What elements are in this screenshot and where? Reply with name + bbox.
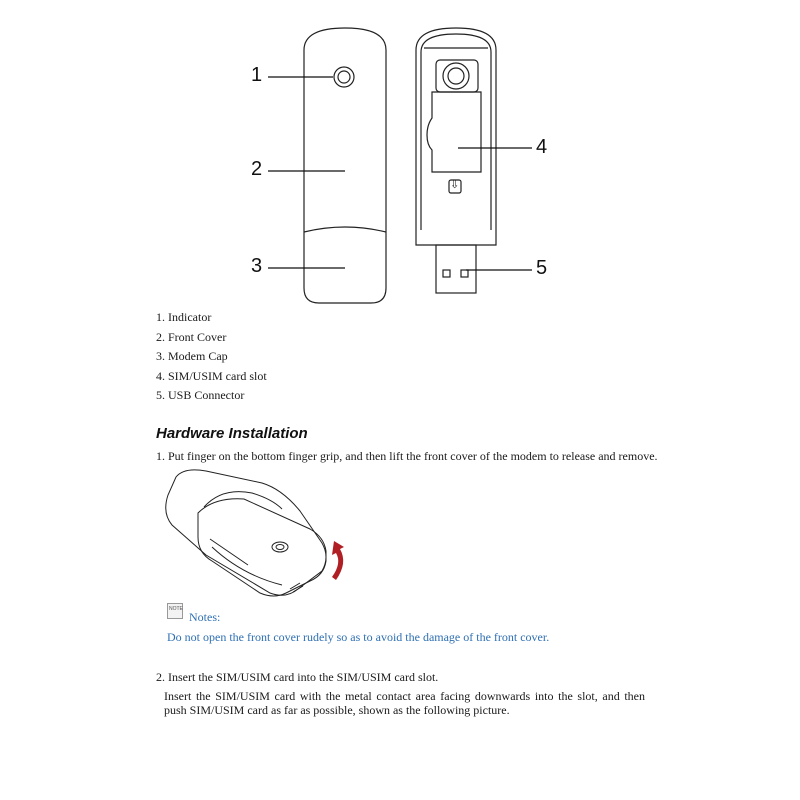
- modem-open-illustration: [162, 465, 362, 605]
- modem-parts-diagram: [0, 0, 800, 310]
- note-icon: NOTE: [167, 603, 183, 619]
- modem-back-view: [416, 28, 496, 245]
- list-item: 5. USB Connector: [156, 388, 245, 402]
- note-label: Notes:: [189, 610, 221, 624]
- lift-arrow-icon: [332, 541, 344, 580]
- callout-3: 3: [251, 255, 263, 277]
- note-text: Do not open the front cover rudely so as to avoid the damage of the front cover.: [167, 630, 550, 644]
- step-1: 1. Put finger on the bottom finger grip, and then lift the front cover of the modem to release and remove.: [156, 449, 658, 463]
- step-2: 2. Insert the SIM/USIM card into the SIM/USIM card slot.: [156, 670, 439, 684]
- sim-slot-arrow-icon: ⇩: [450, 178, 460, 191]
- indicator-icon: [334, 67, 354, 87]
- list-item: 4. SIM/USIM card slot: [156, 368, 267, 383]
- list-item: 2. Front Cover: [156, 329, 227, 344]
- callout-4: 4: [536, 136, 548, 158]
- instruction-paragraph: Insert the SIM/USIM card with the metal contact area facing downwards into the slot, and then push SIM/USIM card as far as possible, shown as the following picture.: [164, 689, 645, 717]
- usb-connector-icon: [436, 245, 476, 293]
- callout-2: 2: [251, 158, 263, 180]
- list-item: 3. Modem Cap: [156, 349, 228, 363]
- list-item: 1. Indicator: [156, 310, 212, 324]
- callout-1: 1: [251, 64, 263, 86]
- modem-front-view: [304, 28, 386, 303]
- callout-5: 5: [536, 257, 548, 279]
- parts-list: [156, 308, 267, 406]
- callout-leaders: [268, 77, 532, 270]
- section-title: Hardware Installation: [156, 425, 308, 442]
